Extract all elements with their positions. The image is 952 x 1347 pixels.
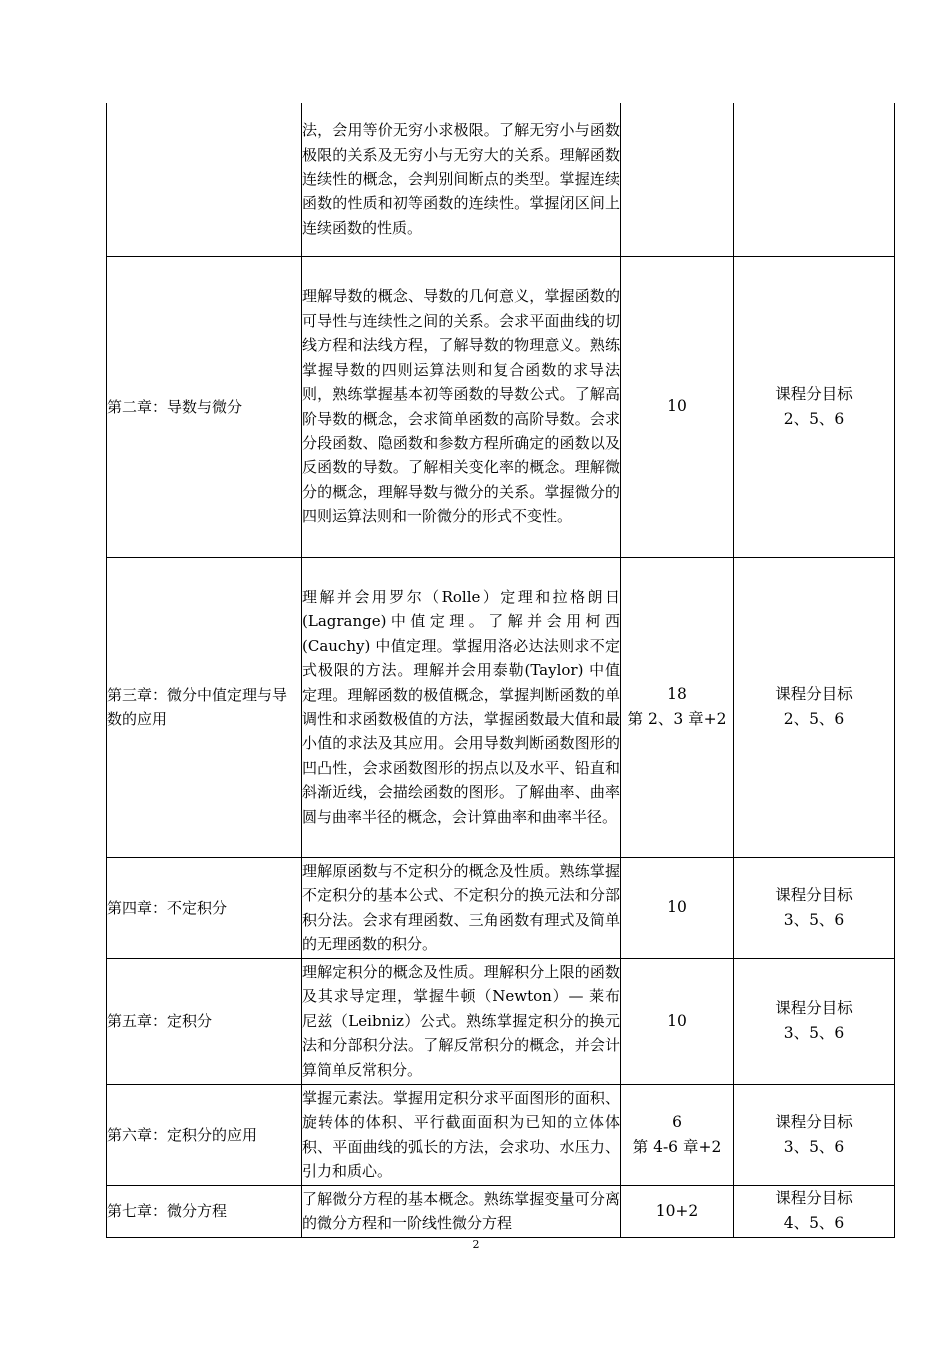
content-cell: 理解导数的概念、导数的几何意义，掌握函数的可导性与连续性之间的关系。会求平面曲线的切线方程和法线方程，了解导数的物理意义。熟练掌握导数的四则运算法则和复合函数的求导法则，熟练掌握基本初等函数的导数公式。了解高阶导数的概念，会求简单函数的高阶导数。会求分段函数、隐函数和参数方程所确定的函数以及反函数的导数。了解相关变化率的概念。理解微分的概念，理解导数与微分的关系。掌握微分的四则运算法则和一阶微分的形式不变性。: [302, 256, 621, 557]
hours-value: 10: [667, 397, 687, 415]
goal-cell: [734, 958, 895, 1084]
page-number: 2: [472, 1238, 480, 1251]
chapter-cell: 第二章：导数与微分: [107, 256, 302, 557]
hours-value: 6: [672, 1112, 682, 1131]
hours-value: 10: [667, 1011, 687, 1030]
content-cell: 理解定积分的概念及性质。理解积分上限的函数及其求导定理，掌握牛顿（Newton）— 莱布尼兹（Leibniz）公式。熟练掌握定积分的换元法和分部积分法。了解反常积分的概念，并会计算简单反常积分。: [302, 958, 621, 1084]
goal-label: 课程分目标: [775, 384, 853, 403]
content-cell: 了解微分方程的基本概念。熟练掌握变量可分离的微分方程和一阶线性微分方程: [302, 1185, 621, 1237]
hours-cell: [621, 557, 734, 857]
goal-label: 课程分目标: [775, 999, 853, 1017]
goal-cell: [734, 1185, 895, 1237]
goal-label: 课程分目标: [775, 1189, 853, 1207]
hours-value: 10+2: [655, 1201, 699, 1220]
hours-cell: [621, 1084, 734, 1185]
hours-note: 第 2、3 章+2: [627, 710, 727, 728]
content-cell: 理解并会用罗尔（Rolle）定理和拉格朗日(Lagrange)中值定理。了解并会用柯西(Cauchy) 中值定理。掌握用洛必达法则求不定式极限的方法。理解并会用泰勒(Taylor) 中值定理。理解函数的极值概念，掌握判断函数的单调性和求函数极值的方法，掌握函数最大值和最小值的求法及其应用。会用导数判断函数图形的凹凸性，会求函数图形的拐点以及水平、铅直和斜渐近线，会描绘函数的图形。了解曲率、曲率圆与曲率半径的概念，会计算曲率和曲率半径。: [302, 557, 621, 857]
chapter-cell: 第四章：不定积分: [107, 857, 302, 958]
goal-numbers: 2、5、6: [783, 409, 845, 428]
chapter-cell: 第六章：定积分的应用: [107, 1084, 302, 1185]
hours-note: 第 4-6 章+2: [632, 1137, 722, 1156]
content-cell: 掌握元素法。掌握用定积分求平面图形的面积、旋转体的体积、平行截面面积为已知的立体体积、平面曲线的弧长的方法，会求功、水压力、引力和质心。: [302, 1084, 621, 1185]
goal-label: 课程分目标: [775, 1112, 853, 1131]
goal-cell: [734, 557, 895, 857]
chapter-cell: 第三章：微分中值定理与导数的应用: [107, 557, 302, 857]
chapter-cell: 第五章：定积分: [107, 958, 302, 1084]
syllabus-table: [106, 103, 895, 1238]
content-cell: 理解原函数与不定积分的概念及性质。熟练掌握不定积分的基本公式、不定积分的换元法和分部积分法。会求有理函数、三角函数有理式及简单的无理函数的积分。: [302, 857, 621, 958]
chapter-cell: 第七章：微分方程: [107, 1185, 302, 1237]
table-row: [107, 103, 895, 256]
table-row: [107, 1084, 895, 1185]
table-row: [107, 958, 895, 1084]
hours-cell: [621, 958, 734, 1084]
goal-cell: [734, 256, 895, 557]
hours-value: 10: [667, 898, 687, 916]
goal-cell: [734, 1084, 895, 1185]
goal-numbers: 3、5、6: [783, 1024, 845, 1042]
goal-label: 课程分目标: [775, 885, 853, 904]
table-row: [107, 857, 895, 958]
goal-numbers: 4、5、6: [783, 1214, 845, 1232]
goal-cell: [734, 103, 895, 256]
hours-cell: [621, 857, 734, 958]
hours-cell: [621, 103, 734, 256]
goal-numbers: 3、5、6: [783, 1137, 845, 1156]
goal-numbers: 2、5、6: [783, 710, 845, 728]
hours-value: 18: [667, 685, 687, 703]
table-row: [107, 256, 895, 557]
hours-cell: [621, 1185, 734, 1237]
table-row: [107, 557, 895, 857]
goal-label: 课程分目标: [775, 685, 853, 703]
chapter-cell: [107, 103, 302, 256]
hours-cell: [621, 256, 734, 557]
content-cell: 法，会用等价无穷小求极限。了解无穷小与函数极限的关系及无穷小与无穷大的关系。理解函数连续性的概念，会判别间断点的类型。掌握连续函数的性质和初等函数的连续性。掌握闭区间上连续函数的性质。: [302, 103, 621, 256]
goal-cell: [734, 857, 895, 958]
goal-numbers: 3、5、6: [783, 910, 845, 929]
table-row: [107, 1185, 895, 1237]
